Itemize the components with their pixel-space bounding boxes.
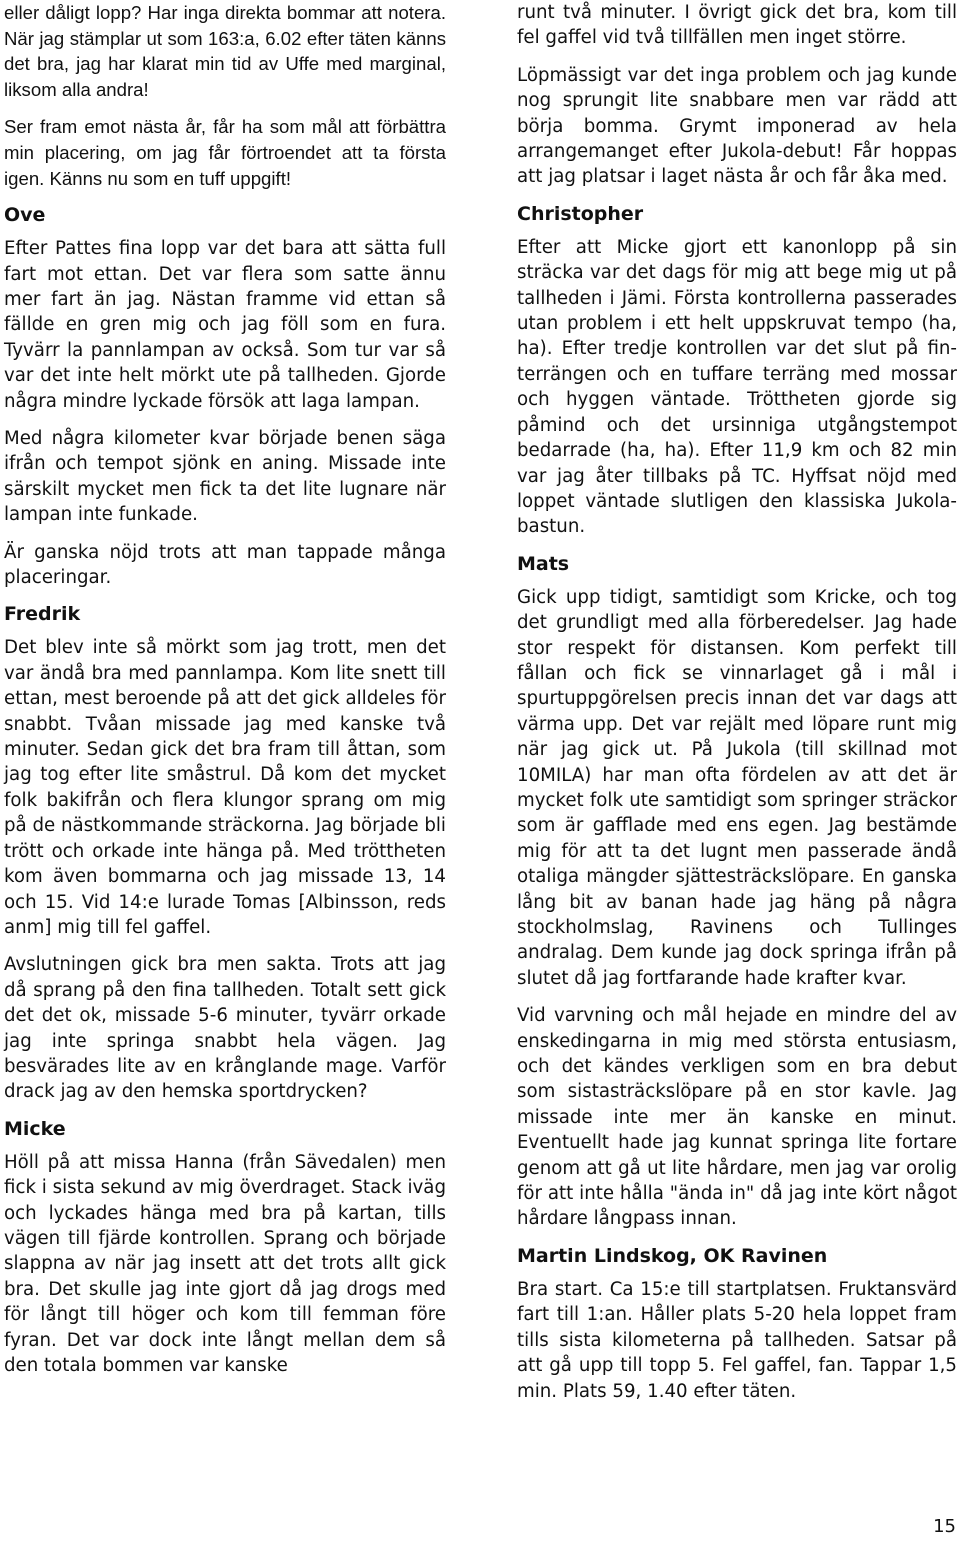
section-heading-ove: Ove	[4, 204, 46, 227]
paragraph: Efter Pattes fina lopp var det bara att sätta full fart mot ettan. Det var flera som satte ännu mer fart än jag. Nästan framme vid ettan så fällde en gren mig och jag föll som en fura. Tyvärr la pannlampan av också. Som tur var så var det inte helt mörkt ute på tallheden. Gjorde några mindre lyckade försök att laga lampan.	[4, 238, 446, 412]
paragraph: Höll på att missa Hanna (från Sävedalen) men fick i sista sekund av mig överdraget. Stack iväg och lyckades hänga med bra på kartan, tills vägen till fjärde kontrollen. Sprang och började slappna av när jag insett att det trots allt gick bra. Det skulle jag inte gjort då jag drogs med för långt till höger och kom till femman före fyran. Det var dock inte långt mellan dem så den totala bommen var kanske	[4, 1151, 446, 1376]
right-column	[517, 0, 957, 1416]
section-heading-micke: Micke	[4, 1117, 66, 1140]
page-number: 15	[933, 1516, 956, 1537]
paragraph: Efter att Micke gjort ett kanonlopp på sin sträcka var det dags för mig att bege mig ut på tallheden i Jämi. Första kontrollerna passerades utan problem i ett helt uppskruvat tempo (ha, ha). Efter tredje kontrollen var det slut på fin-terrängen och en tuffare terräng med mossar och hyggen väntade. Tröttheten gjorde sig påmind och det ursinniga utgångstempot bedarrade (ha, ha). Efter 11,9 km och 82 min var jag åter tillbaks på TC. Hyffsat nöjd med loppet väntade slutligen den klassiska Jukola-bastun.	[517, 236, 957, 538]
paragraph: Med några kilometer kvar började benen säga ifrån och tempot sjönk en aning. Missade inte särskilt mycket men fick ta det lite lugnare när lampan inte funkade.	[4, 428, 446, 526]
paragraph: runt två minuter. I övrigt gick det bra, kom till fel gaffel vid två tillfällen men inget större.	[517, 2, 957, 49]
paragraph: eller dåligt lopp? Har inga direkta bommar att notera. När jag stämplar ut som 163:a, 6.02 efter täten känns det bra, jag har klarat min tid av Uffe med marginal, liksom alla andra!	[4, 2, 446, 100]
paragraph: Vid varvning och mål hejade en mindre del av enskedingarna in mig med största entusiasm, och det kändes verkligen som en bra debut som sistasträckslöpare på en stor kavle. Jag missade inte mer än kanske en minut. Eventuellt hade jag kunnat springa lite fortare genom att gå ut lite hårdare, men jag var orolig för att inte hålla "ända in" då jag inte kört något hårdare långpass innan.	[517, 1005, 957, 1230]
section-heading-fredrik: Fredrik	[4, 603, 81, 626]
left-column	[4, 0, 446, 1390]
paragraph: Löpmässigt var det inga problem och jag kunde nog sprungit lite snabbare men var rädd att börja bomma. Grymt imponerad av hela arrangemanget efter Jukola-debut! Får hoppas att jag platsar i laget nästa år och får åka med.	[517, 64, 957, 188]
section-heading-christopher: Christopher	[517, 202, 644, 225]
section-heading-mats: Mats	[517, 552, 570, 575]
paragraph: Avslutningen gick bra men sakta. Trots att jag då sprang på den fina tallheden. Totalt sett gick det det ok, missade 5-6 minuter, tyvärr orkade jag inte springa snabbt hela vägen. Jag besvärades lite av en krånglande mage. Varför drack jag av den hemska sportdrycken?	[4, 954, 446, 1103]
section-heading-martin-lindskog: Martin Lindskog, OK Ravinen	[517, 1244, 828, 1267]
paragraph: Är ganska nöjd trots att man tappade många placeringar.	[4, 541, 446, 589]
paragraph: Bra start. Ca 15:e till startplatsen. Fruktansvärd fart till 1:an. Håller plats 5-20 hela loppet fram tills sista kilometerna på tallheden. Satsar på att gå upp till topp 5. Fel gaffel, fan. Tappar 1,5 min. Plats 59, 1.40 efter täten.	[517, 1278, 957, 1402]
paragraph: Det blev inte så mörkt som jag trott, men det var ändå bra med pannlampa. Kom lite snett till ettan, mest beroende på att det gick alldeles för snabbt. Tvåan missade jag med kanske två minuter. Sedan gick det bra fram till åttan, som jag tog efter lite småstrul. Då kom det mycket folk bakifrån och flera klungor sprang om mig på de nästkommande sträckorna. Jag började bli trött och orkade inte hänga på. Med tröttheten kom även bommarna och jag missade 13, 14 och 15. Vid 14:e lurade Tomas [Albinsson, reds anm] mig till fel gaffel.	[4, 637, 446, 938]
paragraph: Ser fram emot nästa år, får ha som mål att förbättra min placering, om jag får förtroendet att ta första igen. Känns nu som en tuff uppgift!	[4, 116, 446, 189]
paragraph: Gick upp tidigt, samtidigt som Kricke, och tog det grundligt med alla förberedelser. Jag hade stor respekt för distansen. Kom perfekt till fållan och fick se vinnarlaget gå i mål i spurtuppgörelsen precis innan det var dags att värma upp. Det var rejält med löpare runt mig när jag gick ut. På Jukola (till skillnad mot 10MILA) har man ofta fördelen av att det är mycket folk ute samtidigt som springer sträckor som är gafflade med ens egen. Jag bestämde mig för att ta det lugnt men passerade ändå otaliga mängder sjättesträckslöpare. En ganska lång bit av banan hade jag häng på några stockholmslag, Ravinens och Tullinges andralag. Dem kunde jag dock springa ifrån på slutet då jag fortfarande hade krafter kvar.	[517, 586, 957, 989]
